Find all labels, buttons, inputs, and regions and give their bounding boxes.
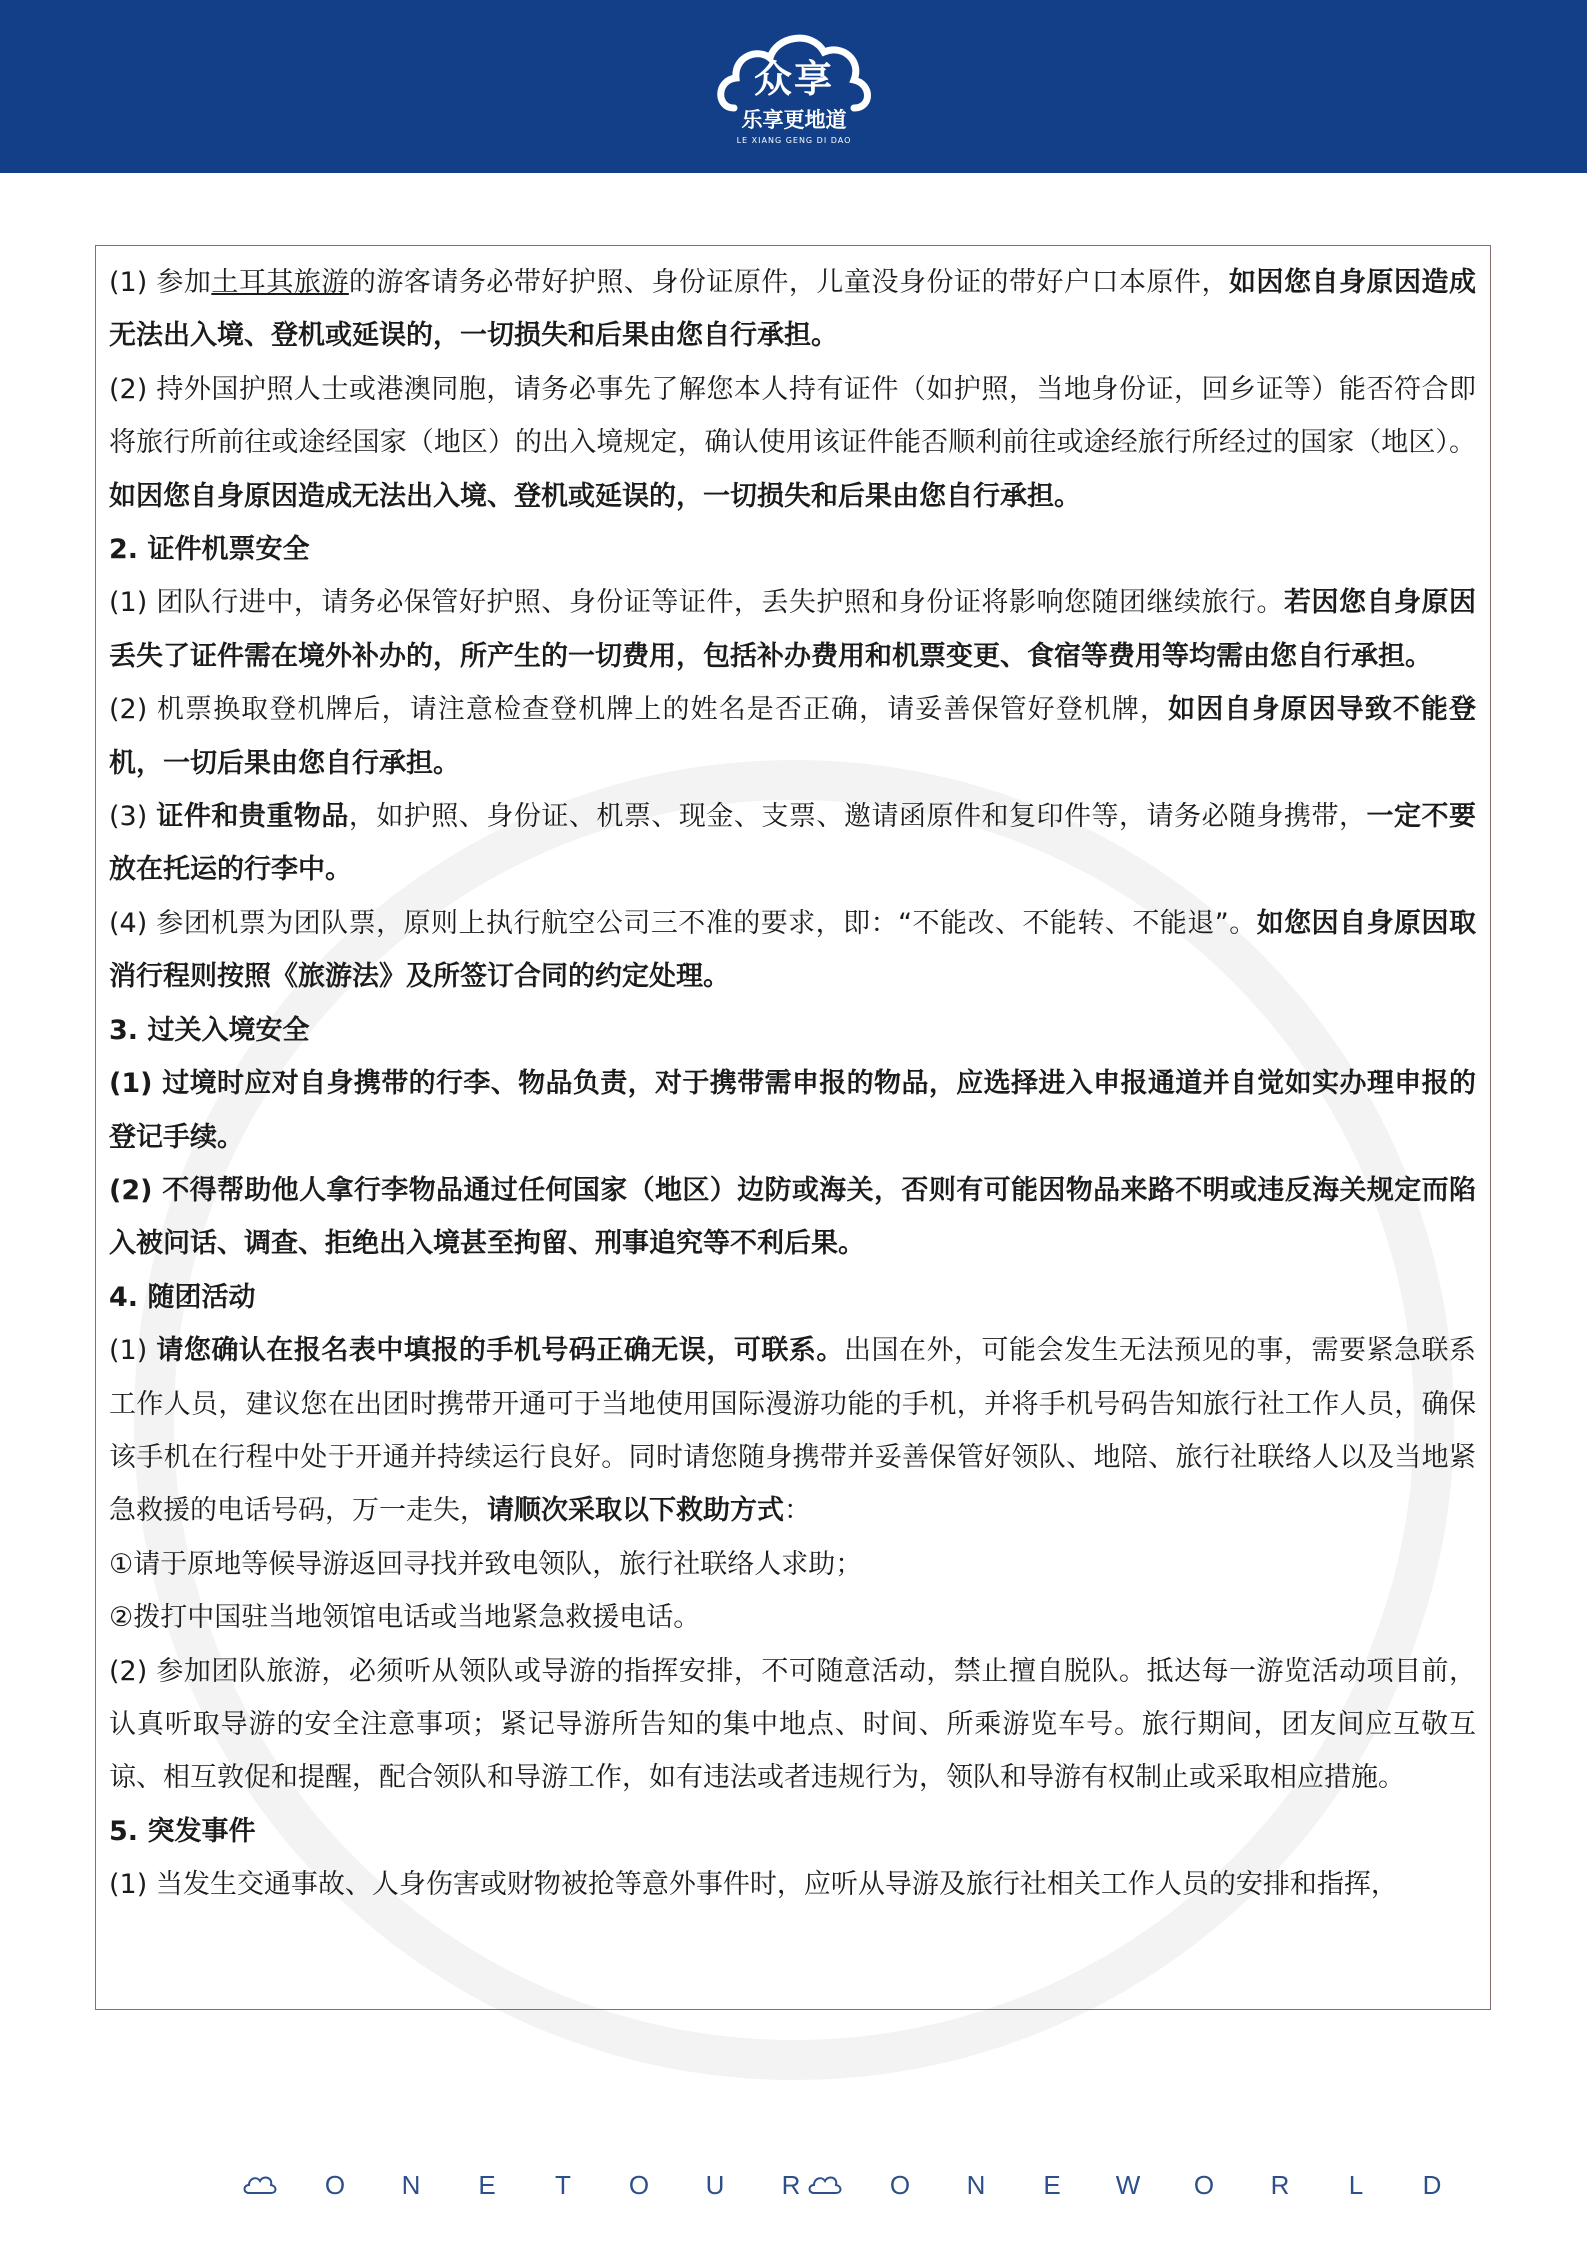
text-run: (1) 团队行进中，请务必保管好护照、身份证等证件，丢失护照和身份证将影响您随团继续旅行。 <box>109 587 1284 619</box>
footer-letter: E <box>478 2169 496 2200</box>
section-heading <box>109 523 1476 576</box>
logo-pinyin-text: LE XIANG GENG DI DAO <box>736 136 852 145</box>
logo-sub-text: 乐享更地道 <box>741 108 847 132</box>
section-heading <box>109 1805 1476 1858</box>
section-heading <box>109 1004 1476 1057</box>
header-banner <box>0 0 1587 173</box>
paragraph <box>109 1324 1476 1538</box>
footer-letter: T <box>555 2169 571 2200</box>
bold-text: 4. 随团活动 <box>109 1281 256 1313</box>
text-run: (2) 持外国护照人士或港澳同胞，请务必事先了解您本人持有证件（如护照，当地身份证，回乡证等）能否符合即将旅行所前往或途经国家（地区）的出入境规定，确认使用该证件能否顺利前往或途经旅行所经过的国家（地区）。 <box>109 373 1476 459</box>
bold-text: 2. 证件机票安全 <box>109 534 310 566</box>
footer-letter: W <box>1115 2169 1141 2200</box>
bold-text: 一定不要放在托运的行李中。 <box>109 801 1477 886</box>
footer-letter: O <box>324 2169 346 2200</box>
text-run: (2) 机票换取登机牌后，请注意检查登机牌上的姓名是否正确，请妥善保管好登机牌， <box>109 694 1169 726</box>
footer-letter: N <box>401 2169 421 2200</box>
footer-letter: D <box>1422 2169 1442 2200</box>
footer-letter: O <box>628 2169 650 2200</box>
text-run: (4) 参团机票为团队票，原则上执行航空公司三不准的要求，即：“不能改、不能转、不能退”。 <box>109 907 1257 939</box>
paragraph <box>109 576 1476 683</box>
text-run: ，如护照、身份证、机票、现金、支票、邀请函原件和复印件等，请务必随身携带， <box>348 801 1367 833</box>
text-run: 出国在外，可能会发生无法预见的事，需要紧急联系工作人员，建议您在出团时携带开通可于当地使用国际漫游功能的手机，并将手机号码告知旅行社工作人员，确保该手机在行程中处于开通并持续运行良好。同时请您随身携带并妥善保管好领队、地陪、旅行社联络人以及当地紧急救援的电话号码，万一走失， <box>109 1335 1477 1527</box>
text-run: (1) 当发生交通事故、人身伤害或财物被抢等意外事件时，应听从导游及旅行社相关工作人员的安排和指挥， <box>109 1869 1398 1901</box>
paragraph <box>109 1538 1476 1591</box>
paragraph <box>109 1164 1476 1271</box>
paragraph <box>109 1645 1476 1805</box>
footer-group-oneworld <box>808 2160 1450 2210</box>
bold-text: 如因您自身原因造成无法出入境、登机或延误的，一切损失和后果由您自行承担。 <box>109 267 1477 352</box>
bold-text: 如因您自身原因造成无法出入境、登机或延误的，一切损失和后果由您自行承担。 <box>109 480 1081 512</box>
text-run: 的游客请务必带好护照、身份证原件，儿童没身份证的带好户口本原件， <box>348 267 1229 298</box>
bold-text: 证件和贵重物品 <box>156 801 349 833</box>
footer-letter: R <box>781 2169 801 2200</box>
bold-text: 若因您自身原因丢失了证件需在境外补办的，所产生的一切费用，包括补办费用和机票变更、食宿等费用等均需由您自行承担。 <box>109 587 1477 672</box>
footer-letter: L <box>1348 2169 1364 2200</box>
footer-letter: O <box>889 2169 911 2200</box>
text-run: ①请于原地等候导游返回寻找并致电领队，旅行社联络人求助； <box>109 1548 863 1580</box>
cloud-outline-icon <box>243 2173 277 2197</box>
bold-text: 如您因自身原因取消行程则按照《旅游法》及所签订合同的约定处理。 <box>109 907 1476 993</box>
bold-text: 如因自身原因导致不能登机，一切后果由您自行承担。 <box>109 694 1477 779</box>
content-box <box>95 245 1491 2010</box>
underlined-text: 土耳其旅游 <box>211 267 349 298</box>
bold-text: (2) 不得帮助他人拿行李物品通过任何国家（地区）边防或海关，否则有可能因物品来路不明或违反海关规定而陷入被问话、调查、拒绝出入境甚至拘留、刑事追究等不利后果。 <box>109 1174 1476 1260</box>
bold-text: 请您确认在报名表中填报的手机号码正确无误，可联系。 <box>156 1335 844 1367</box>
paragraph <box>109 363 1476 523</box>
text-run: ： <box>784 1495 811 1527</box>
footer-slogan <box>0 2160 1587 2210</box>
text-run: ②拨打中国驻当地领馆电话或当地紧急救援电话。 <box>109 1602 701 1634</box>
logo-main-text: 众享 <box>753 57 834 101</box>
section-heading <box>109 1271 1476 1324</box>
paragraph <box>109 1591 1476 1644</box>
footer-letter: O <box>1193 2169 1215 2200</box>
brand-logo <box>712 22 876 154</box>
text-run: (1) 参加 <box>109 267 212 298</box>
footer-letter: E <box>1043 2169 1061 2200</box>
paragraph <box>109 1858 1476 1911</box>
paragraph <box>109 256 1476 363</box>
bold-text: 3. 过关入境安全 <box>109 1014 310 1046</box>
text-run: (2) 参加团队旅游，必须听从领队或导游的指挥安排，不可随意活动，禁止擅自脱队。抵达每一游览活动项目前，认真听取导游的安全注意事项；紧记导游所告知的集中地点、时间、所乘游览车号。旅行期间，团友间应互敬互谅、相互敦促和提醒，配合领队和导游工作，如有违法或者违规行为，领队和导游有权制止或采取相应措施。 <box>109 1655 1476 1794</box>
paragraph <box>109 897 1476 1004</box>
footer-letter: R <box>1270 2169 1290 2200</box>
footer-letter: N <box>966 2169 986 2200</box>
bold-text: (1) 过境时应对自身携带的行李、物品负责，对于携带需申报的物品，应选择进入申报通道并自觉如实办理申报的登记手续。 <box>109 1068 1476 1153</box>
bold-text: 5. 突发事件 <box>109 1815 256 1847</box>
paragraph <box>109 1057 1476 1164</box>
paragraph-list <box>109 256 1476 1912</box>
paragraph <box>109 790 1476 897</box>
cloud-outline-icon <box>808 2173 842 2197</box>
text-run: (1) <box>109 1335 157 1367</box>
footer-letter: U <box>705 2169 725 2200</box>
paragraph <box>109 683 1476 790</box>
bold-text: 请顺次采取以下救助方式 <box>487 1495 784 1527</box>
footer-group-onetour <box>243 2160 809 2210</box>
text-run: (3) <box>109 801 157 833</box>
